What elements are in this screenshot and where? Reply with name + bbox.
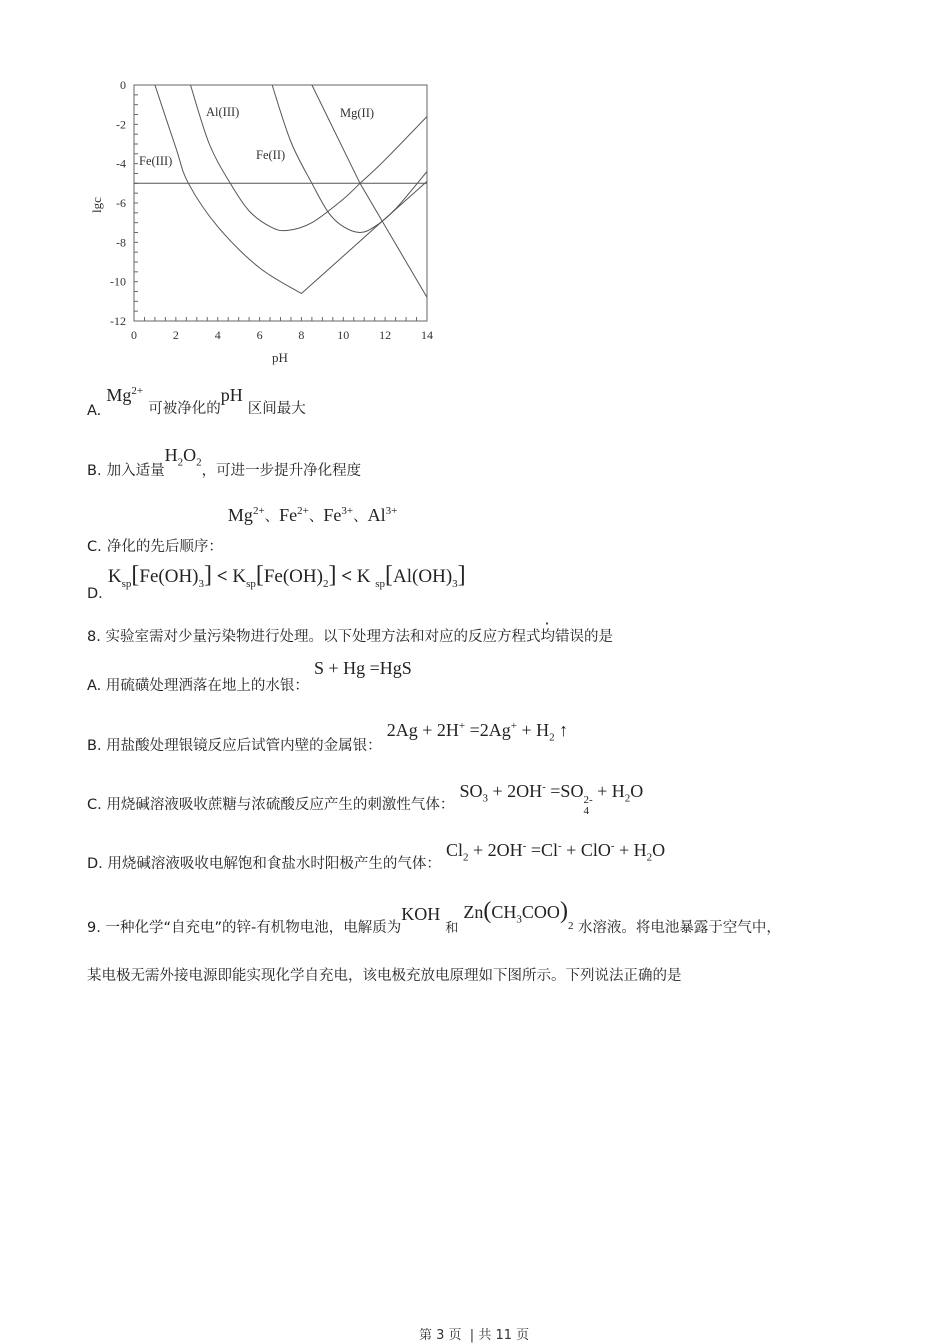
lgc-ph-chart bbox=[80, 70, 450, 370]
q8-option-d: D. 用烧碱溶液吸收电解饱和食盐水时阳极产生的气体： $Cl_2 + 2OH^- =Cl^- + ClO^- + H_2O$ bbox=[87, 840, 666, 872]
y-tick-label: 0 bbox=[120, 78, 126, 92]
label-fe2: Fe(II) bbox=[256, 148, 286, 162]
x-tick-label: 14 bbox=[421, 328, 433, 342]
page-footer: 第 3 页 | 共 11 页 bbox=[419, 1328, 530, 1343]
series-labels bbox=[139, 105, 374, 168]
q8-stem: 8. 实验室需对少量污染物进行处理。以下处理方法和对应的反应方程式均错误的是 bbox=[87, 629, 613, 645]
q8-option-a: A. 用硫磺处理洒落在地上的水银： S + Hg =HgS bbox=[87, 658, 412, 694]
x-tick-label: 2 bbox=[172, 328, 179, 342]
x-tick-label: 12 bbox=[379, 328, 392, 342]
label-mg2: Mg(II) bbox=[340, 106, 375, 120]
axis-ticks bbox=[134, 85, 427, 321]
y-tick-label: -2 bbox=[116, 117, 126, 132]
axis-tick-labels bbox=[110, 78, 433, 342]
q9-stem-line1: 9. 一种化学“自充电”的锌-有机物电池，电解质为KOH $_和$ $Zn(CH_3COO)_2$ 水溶液。将电池暴露于空气中， bbox=[87, 898, 781, 936]
x-tick-label: 10 bbox=[337, 328, 350, 342]
chart-axes bbox=[134, 85, 427, 321]
label-al3: Al(III) bbox=[206, 105, 240, 119]
x-tick-label: 6 bbox=[256, 328, 263, 342]
y-tick-label: -8 bbox=[116, 235, 126, 250]
y-tick-label: -6 bbox=[116, 196, 126, 210]
y-axis-label: lgc bbox=[89, 197, 104, 213]
series-line bbox=[155, 85, 427, 294]
q9-stem-line2: 某电极无需外接电源即能实现化学自充电，该电极充放电原理如下图所示。下列说法正确的是 bbox=[87, 968, 682, 984]
q8-option-b: B. 用盐酸处理银镜反应后试管内壁的金属银： $2Ag + 2H^+ =2Ag^+ + H_2$ ↑ bbox=[87, 720, 569, 754]
x-tick-label: 0 bbox=[131, 328, 137, 342]
q7-option-b: B. 加入适量$H_2O_2$，可进一步提升净化程度 bbox=[87, 445, 362, 479]
x-tick-label: 4 bbox=[214, 328, 221, 342]
label-fe3: Fe(III) bbox=[139, 154, 173, 168]
x-tick-label: 8 bbox=[298, 328, 305, 342]
q7-option-a: A. $Mg^{2+}$ 可被净化的pH 区间最大 bbox=[87, 385, 306, 419]
q7-option-d: D. $K_{sp}[Fe(OH)_3] < K_{sp}[Fe(OH)_2] < K$ $_{sp}[Al(OH)_3]$ bbox=[87, 562, 466, 602]
x-axis-label: pH bbox=[272, 350, 288, 365]
chart-series bbox=[134, 85, 427, 297]
y-tick-label: -4 bbox=[116, 156, 126, 171]
q7-option-c: C. 净化的先后顺序： $Mg^{2+}$、$Fe^{2+}$、$Fe^{3+}$、$Al^{3+}$ bbox=[87, 505, 398, 555]
y-tick-label: -10 bbox=[110, 274, 126, 289]
emphasis-text: 均错误 bbox=[540, 629, 584, 645]
q8-option-c: C. 用烧碱溶液吸收蔗糖与浓硫酸反应产生的刺激性气体： $SO_3 + 2OH^- =SO$ 2- 4 + $H_2O$ bbox=[87, 781, 644, 817]
y-tick-label: -12 bbox=[110, 314, 126, 328]
